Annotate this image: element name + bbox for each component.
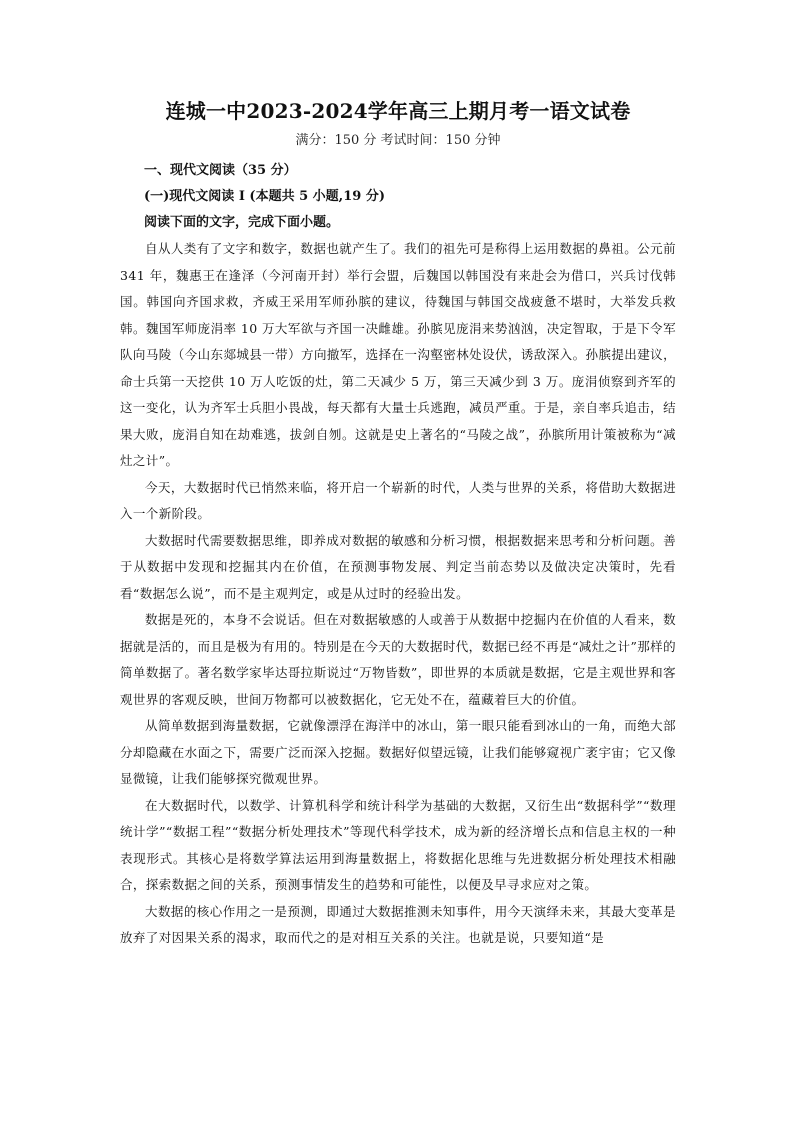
passage-paragraph-2: 今天，大数据时代已悄然来临，将开启一个崭新的时代，人类与世界的关系，将借助大数据进入一个新阶段。	[120, 479, 676, 521]
exam-title: 连城一中2023-2024学年高三上期月考一语文试卷	[165, 99, 631, 123]
exam-content	[120, 96, 676, 952]
passage-paragraph-1: 自从人类有了文字和数字，数据也就产生了。我们的祖先可是称得上运用数据的鼻祖。公元前 341 年，魏惠王在逢泽（今河南开封）举行会盟，后魏国以韩国没有来赴会为借口，兴兵讨伐韩国。韩国向齐国求救，齐威王采用军师孙膑的建议，待魏国与韩国交战疲惫不堪时，大举发兵救韩。魏国军师庞涓率 10 万大军欲与齐国一决雌雄。孙膑见庞涓来势汹汹，决定智取，于是下令军队向马陵（今山东郯城县一带）方向撤军，选择在一沟壑密林处设伏，诱敌深入。孙膑提出建议，命士兵第一天挖供 10 万人吃饭的灶，第二天减少 5 万，第三天减少到 3 万。庞涓侦察到齐军的这一变化，认为齐军士兵胆小畏战，每天都有大量士兵逃跑，减员严重。于是，亲自率兵追击，结果大败，庞涓自知在劫难逃，拔剑自刎。这就是史上著名的“马陵之战”，孙膑所用计策被称为“减灶之计”。	[120, 241, 676, 468]
passage-paragraph-6: 在大数据时代，以数学、计算机科学和统计科学为基础的大数据，又衍生出“数据科学”“数理统计学”“数据工程”“数据分析处理技术”等现代科学技术，成为新的经济增长点和信息主权的一种表现形式。其核心是将数学算法运用到海量数据上，将数据化思维与先进数据分析处理技术相融合，探索数据之间的关系，预测事情发生的趋势和可能性，以便及早寻求应对之策。	[120, 797, 676, 892]
subsection-heading: (一)现代文阅读 I (本题共 5 小题,19 分)	[144, 189, 385, 204]
exam-subtitle: 满分：150 分 考试时间：150 分钟	[295, 133, 501, 148]
passage-paragraph-7: 大数据的核心作用之一是预测，即通过大数据推测未知事件，用今天演绎未来，其最大变革是放弃了对因果关系的渴求，取而代之的是对相互关系的关注。也就是说，只要知道“是	[120, 903, 676, 945]
section-heading: 一、现代文阅读（35 分）	[144, 163, 297, 178]
reading-instruction: 阅读下面的文字，完成下面小题。	[144, 215, 340, 230]
passage-paragraph-4: 数据是死的，本身不会说话。但在对数据敏感的人或善于从数据中挖掘内在价值的人看来，数据就是活的，而且是极为有用的。特别是在今天的大数据时代，数据已经不再是“减灶之计”那样的简单数据了。著名数学家毕达哥拉斯说过“万物皆数”，即世界的本质就是数据，它是主观世界和客观世界的客观反映，世间万物都可以被数据化，它无处不在，蕴藏着巨大的价值。	[120, 612, 676, 707]
passage-paragraph-3: 大数据时代需要数据思维，即养成对数据的敏感和分析习惯，根据数据来思考和分析问题。善于从数据中发现和挖掘其内在价值，在预测事物发展、判定当前态势以及做决定决策时，先看看“数据怎么说”，而不是主观判定，或是从过时的经验出发。	[120, 532, 676, 601]
passage-paragraph-5: 从简单数据到海量数据，它就像漂浮在海洋中的冰山，第一眼只能看到冰山的一角，而绝大部分却隐藏在水面之下，需要广泛而深入挖掘。数据好似望远镜，让我们能够窥视广袤宇宙；它又像显微镜，让我们能够探究微观世界。	[120, 718, 676, 786]
